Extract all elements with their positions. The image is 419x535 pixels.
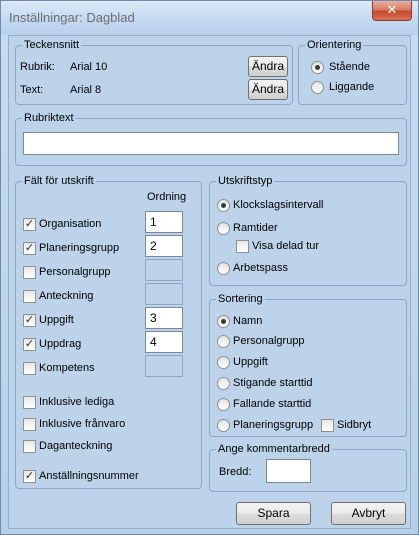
print-klockslag-label: Klockslagsintervall [233, 199, 324, 211]
inklusive-lediga-label: Inklusive lediga [39, 396, 115, 408]
kommentar-legend: Ange kommentarbredd [218, 443, 330, 455]
visa-delad-tur-label: Visa delad tur [252, 240, 320, 252]
dialog-body [8, 35, 411, 529]
sort-namn-label: Namn [233, 315, 263, 327]
field-kompetens-order [145, 355, 183, 377]
field-uppdrag-label: Uppdrag [39, 338, 82, 350]
visa-delad-tur-checkbox[interactable] [236, 240, 249, 253]
orientering-group [298, 39, 407, 105]
checkmark-icon: ✓ [24, 470, 35, 482]
cancel-button[interactable]: Avbryt [331, 502, 406, 525]
rubrik-font-value: Arial 10 [70, 61, 108, 73]
anstallningsnummer-checkbox[interactable] [23, 470, 36, 483]
checkmark-icon: ✓ [24, 242, 35, 254]
field-personalgrupp-label: Personalgrupp [39, 266, 111, 278]
sort-uppgift-label: Uppgift [233, 356, 268, 368]
sort-planeringsgrupp-radio[interactable] [217, 419, 230, 432]
field-planeringsgrupp-order[interactable]: 2 [145, 235, 183, 257]
utskriftstyp-legend: Utskriftstyp [218, 175, 273, 187]
close-icon: ✕ [386, 2, 398, 17]
orientering-legend: Orientering [307, 39, 362, 51]
field-anteckning-label: Anteckning [39, 290, 94, 302]
orientation-landscape-label: Liggande [329, 81, 375, 93]
teckensnitt-legend: Teckensnitt [24, 39, 80, 51]
print-ramtider-label: Ramtider [233, 222, 278, 234]
falt-legend: Fält för utskrift [24, 175, 94, 187]
sort-stigande-label: Stigande starttid [233, 377, 313, 389]
field-organisation-checkbox[interactable] [23, 218, 36, 231]
field-kompetens-label: Kompetens [39, 362, 95, 374]
kommentar-group [209, 443, 407, 492]
sidbryt-checkbox[interactable] [321, 419, 334, 432]
sort-stigande-radio[interactable] [217, 377, 230, 390]
save-button[interactable]: Spara [236, 502, 311, 525]
bredd-input[interactable] [266, 459, 311, 483]
title-bar [1, 1, 418, 35]
sort-namn-radio[interactable] [217, 315, 230, 328]
field-anteckning-checkbox[interactable] [23, 290, 36, 303]
print-arbetspass-radio[interactable] [217, 262, 230, 275]
field-organisation-label: Organisation [39, 218, 102, 230]
checkmark-icon: ✓ [24, 338, 35, 350]
change-text-font-button[interactable]: Ändra [248, 79, 288, 100]
orientation-portrait-radio[interactable] [311, 61, 324, 74]
change-rubrik-font-button[interactable]: Ändra [248, 56, 288, 77]
inklusive-franvaro-label: Inklusive frånvaro [39, 418, 126, 430]
text-font-value: Arial 8 [70, 84, 102, 96]
field-uppdrag-order[interactable]: 4 [145, 331, 183, 353]
bredd-label: Bredd: [219, 466, 252, 478]
field-planeringsgrupp-checkbox[interactable] [23, 242, 36, 255]
field-anteckning-order [145, 283, 183, 305]
close-button[interactable] [372, 1, 412, 21]
field-planeringsgrupp-label: Planeringsgrupp [39, 242, 120, 254]
field-uppdrag-checkbox[interactable] [23, 338, 36, 351]
checkmark-icon: ✓ [24, 314, 35, 326]
sort-personalgrupp-radio[interactable] [217, 335, 230, 348]
orientation-landscape-radio[interactable] [311, 81, 324, 94]
rubriktext-input[interactable] [23, 132, 399, 155]
sortering-legend: Sortering [218, 293, 263, 305]
field-uppgift-order[interactable]: 3 [145, 307, 183, 329]
print-ramtider-radio[interactable] [217, 222, 230, 235]
field-personalgrupp-checkbox[interactable] [23, 266, 36, 279]
field-organisation-order[interactable]: 1 [145, 211, 183, 233]
teckensnitt-group [15, 39, 293, 105]
anstallningsnummer-label: Anställningsnummer [39, 470, 139, 482]
rubrik-label: Rubrik: [20, 61, 55, 73]
field-personalgrupp-order [145, 259, 183, 281]
sort-personalgrupp-label: Personalgrupp [233, 335, 305, 347]
sort-fallande-label: Fallande starttid [233, 398, 312, 410]
field-kompetens-checkbox[interactable] [23, 362, 36, 375]
inklusive-franvaro-checkbox[interactable] [23, 418, 36, 431]
print-klockslag-radio[interactable] [217, 199, 230, 212]
window-title: Inställningar: Dagblad [9, 10, 135, 25]
field-uppgift-label: Uppgift [39, 314, 74, 326]
utskriftstyp-group [209, 175, 407, 286]
sort-fallande-radio[interactable] [217, 398, 230, 411]
rubriktext-legend: Rubriktext [24, 112, 74, 124]
sidbryt-label: Sidbryt [337, 419, 372, 431]
print-arbetspass-label: Arbetspass [233, 262, 289, 274]
orientation-portrait-label: Stående [329, 61, 370, 73]
daganteckning-checkbox[interactable] [23, 440, 36, 453]
ordning-header: Ordning [147, 191, 187, 203]
sort-planeringsgrupp-label: Planeringsgrupp [233, 419, 314, 431]
checkmark-icon: ✓ [24, 218, 35, 230]
falt-group [15, 175, 202, 489]
inklusive-lediga-checkbox[interactable] [23, 396, 36, 409]
sortering-group [209, 293, 407, 437]
sort-uppgift-radio[interactable] [217, 356, 230, 369]
text-label: Text: [20, 84, 44, 96]
field-uppgift-checkbox[interactable] [23, 314, 36, 327]
daganteckning-label: Daganteckning [39, 440, 113, 452]
rubriktext-group [15, 112, 407, 166]
